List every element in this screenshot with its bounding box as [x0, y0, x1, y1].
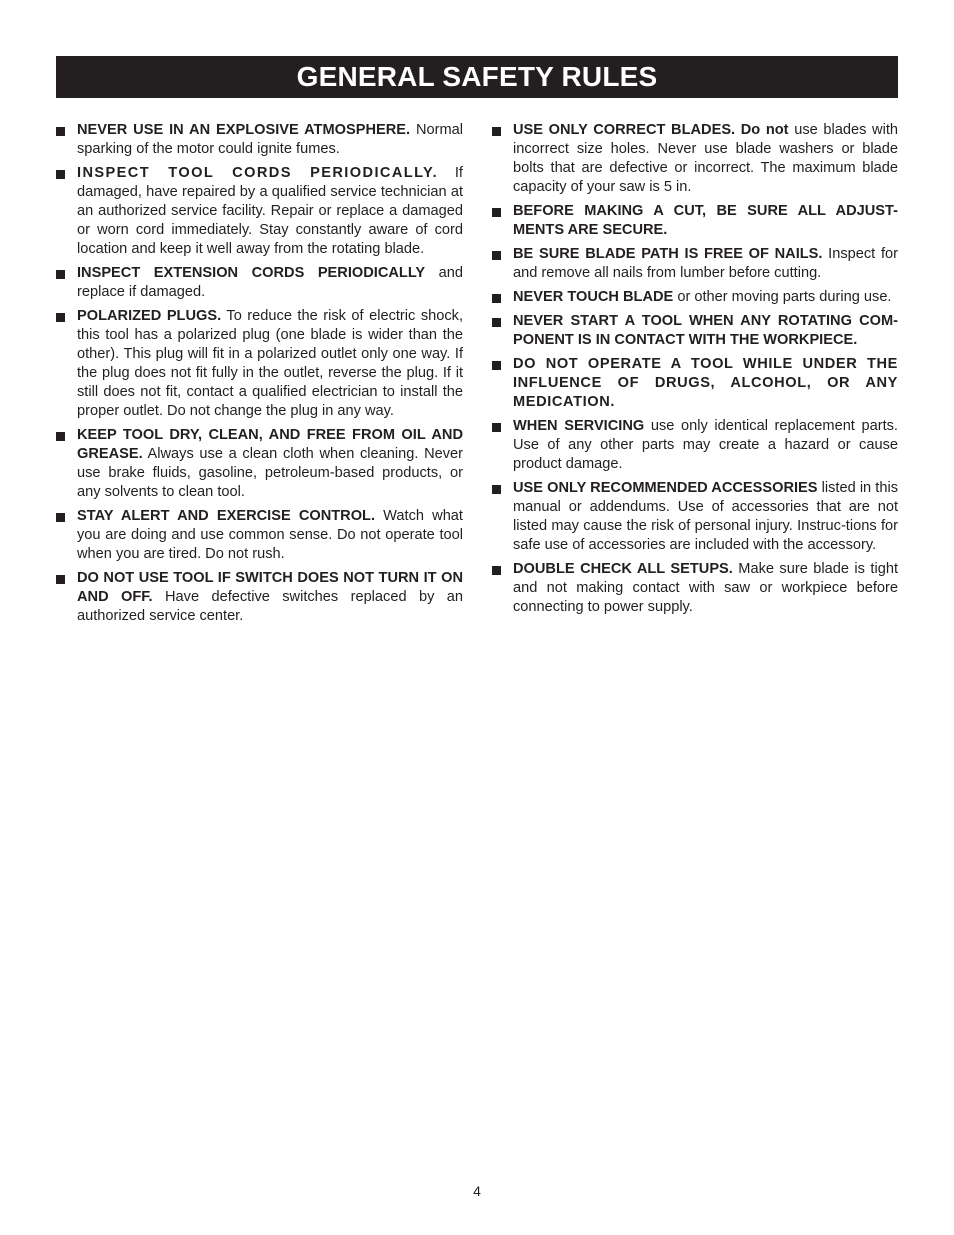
rule-lead: NEVER START A TOOL WHEN ANY ROTATING COM-PONENT IS IN CONTACT WITH THE WORKPIECE. — [513, 313, 898, 348]
rule-text — [513, 121, 898, 197]
rule-lead: BE SURE BLADE PATH IS FREE OF NAILS. — [513, 246, 823, 262]
rule-text — [77, 264, 463, 302]
square-bullet-icon — [492, 423, 501, 432]
rule-body: To reduce the risk of electric shock, this tool has a polarized plug (one blade is wider than the other). This plug will fit in a polarized outlet only one way. If the plug does not fit fully in the outlet, reverse the plug. If it still does not fit, contact a qualified electrician to install the proper outlet. Do not change the plug in any way. — [77, 308, 463, 419]
rule-lead: STAY ALERT AND EXERCISE CONTROL. — [77, 508, 376, 524]
rule-lead: NEVER USE IN AN EXPLOSIVE ATMOSPHERE. — [77, 122, 411, 138]
list-item — [56, 307, 463, 421]
square-bullet-icon — [492, 361, 501, 370]
square-bullet-icon — [56, 270, 65, 279]
right-column — [492, 121, 898, 622]
rule-text — [513, 288, 898, 307]
square-bullet-icon — [492, 251, 501, 260]
square-bullet-icon — [56, 127, 65, 136]
rule-lead: KEEP TOOL DRY, CLEAN, AND FREE FROM OIL AND GREASE. — [77, 427, 463, 462]
square-bullet-icon — [56, 513, 65, 522]
list-item — [492, 479, 898, 555]
rule-body: or other moving parts during use. — [673, 289, 892, 305]
square-bullet-icon — [56, 575, 65, 584]
page-number: 4 — [473, 1183, 481, 1199]
rule-lead: USE ONLY CORRECT BLADES. Do not — [513, 122, 789, 138]
page-title: GENERAL SAFETY RULES — [296, 61, 658, 92]
list-item — [492, 121, 898, 197]
rule-body: Have defective switches replaced by an authorized service center. — [77, 589, 463, 624]
square-bullet-icon — [492, 127, 501, 136]
rule-body: Make sure blade is tight and not making contact with saw or workpiece before connecting to power supply. — [513, 561, 898, 615]
rule-text — [77, 307, 463, 421]
rule-text — [77, 426, 463, 502]
list-item — [492, 288, 898, 307]
list-item — [56, 164, 463, 259]
rule-lead: NEVER TOUCH BLADE — [513, 289, 674, 305]
rule-body: and replace if damaged. — [77, 265, 464, 300]
rule-body: listed in this manual or addendums. Use of accessories that are not listed may cause the risk of personal injury. Instruc-tions for safe use of accessories are included with the accessory. — [513, 480, 898, 553]
list-item — [492, 355, 898, 412]
list-item — [492, 560, 898, 617]
rule-text — [513, 560, 898, 617]
list-item — [492, 417, 898, 474]
rule-body: Watch what you are doing and use common sense. Do not operate tool when you are tired. Do not rush. — [77, 508, 463, 562]
rule-lead: INSPECT EXTENSION CORDS PERIODICALLY — [77, 265, 426, 281]
rule-lead: USE ONLY RECOMMENDED ACCESSORIES — [513, 480, 818, 496]
square-bullet-icon — [492, 566, 501, 575]
rule-body: Always use a clean cloth when cleaning. Never use brake fluids, gasoline, petroleum-based products, or any solvents to clean tool. — [77, 446, 463, 500]
list-item — [492, 202, 898, 240]
title-banner — [56, 56, 898, 98]
square-bullet-icon — [56, 170, 65, 179]
rule-lead: BEFORE MAKING A CUT, BE SURE ALL ADJUST-MENTS ARE SECURE. — [513, 203, 898, 238]
square-bullet-icon — [56, 432, 65, 441]
rule-body: Normal sparking of the motor could ignite fumes. — [77, 122, 463, 157]
list-item — [56, 426, 463, 502]
rule-text — [77, 507, 463, 564]
rule-text — [513, 479, 898, 555]
list-item — [492, 245, 898, 283]
square-bullet-icon — [492, 294, 501, 303]
rule-body: If damaged, have repaired by a qualified service technician at an authorized service facility. Repair or replace a damaged or worn cord immediately. Stay constantly aware of cord location and keep it well away from the rotating blade. — [77, 165, 463, 257]
rule-lead: DO NOT USE TOOL IF SWITCH DOES NOT TURN IT ON AND OFF. — [77, 570, 463, 605]
left-column — [56, 121, 463, 631]
rule-body: use blades with incorrect size holes. Never use blade washers or blade bolts that are defective or incorrect. The maximum blade capacity of your saw is 5 in. — [513, 122, 898, 195]
rule-body: Inspect for and remove all nails from lumber before cutting. — [513, 246, 898, 281]
square-bullet-icon — [492, 318, 501, 327]
square-bullet-icon — [56, 313, 65, 322]
rule-lead: INSPECT TOOL CORDS PERIODICALLY. — [77, 165, 439, 181]
list-item — [56, 507, 463, 564]
rule-text — [513, 417, 898, 474]
rule-text — [513, 202, 898, 240]
square-bullet-icon — [492, 485, 501, 494]
rule-text — [77, 164, 463, 259]
rule-body: use only identical replacement parts. Use of any other parts may create a hazard or cause product damage. — [513, 418, 898, 472]
rule-text — [513, 245, 898, 283]
rule-lead: DO NOT OPERATE A TOOL WHILE UNDER THE INFLUENCE OF DRUGS, ALCOHOL, OR ANY MEDICATION. — [513, 356, 898, 410]
rule-text — [513, 355, 898, 412]
rule-text — [513, 312, 898, 350]
rule-text — [77, 121, 463, 159]
list-item — [56, 121, 463, 159]
rule-lead: WHEN SERVICING — [513, 418, 645, 434]
rule-text — [77, 569, 463, 626]
square-bullet-icon — [492, 208, 501, 217]
rule-lead: DOUBLE CHECK ALL SETUPS. — [513, 561, 733, 577]
list-item — [56, 569, 463, 626]
rule-lead: POLARIZED PLUGS. — [77, 308, 222, 324]
list-item — [56, 264, 463, 302]
list-item — [492, 312, 898, 350]
